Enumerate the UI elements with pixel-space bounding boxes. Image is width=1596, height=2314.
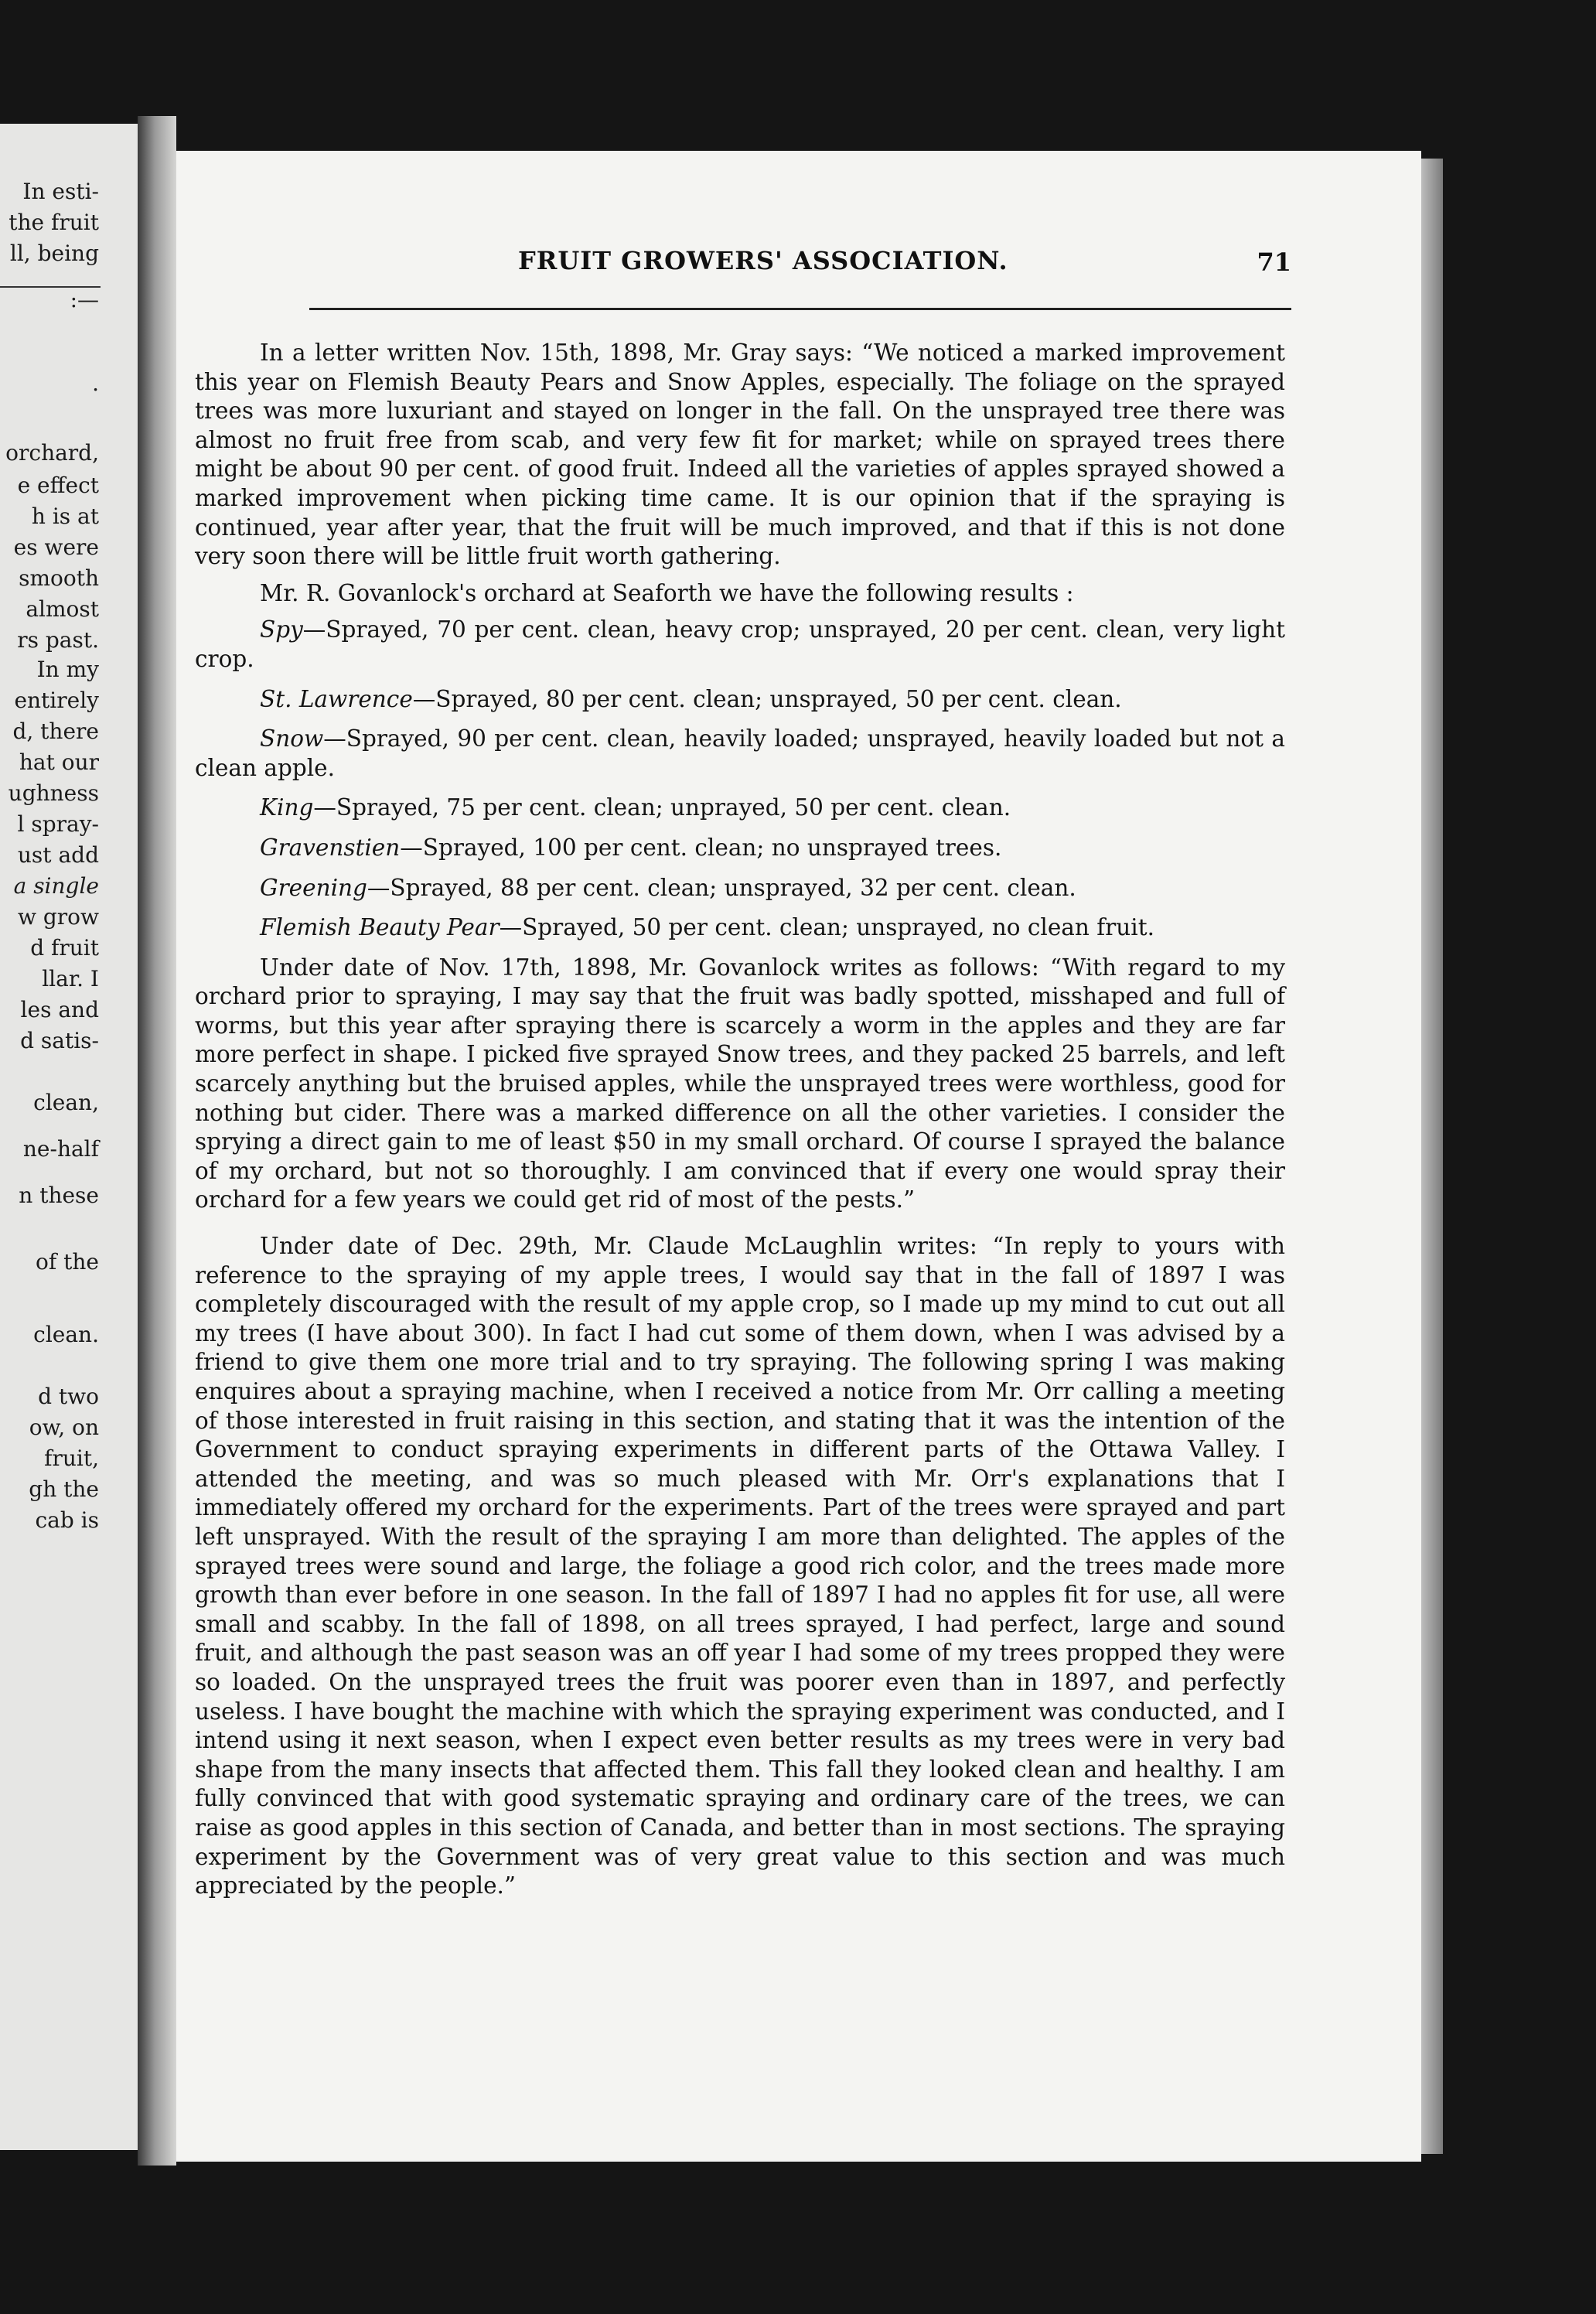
- page-body: [195, 339, 1285, 1909]
- left-page-text-fragment: d two: [38, 1384, 99, 1409]
- left-page-text-fragment: clean.: [33, 1322, 99, 1347]
- left-page-text-fragment: the fruit: [9, 210, 99, 235]
- variety-entry: [195, 725, 1285, 783]
- variety-result: —Sprayed, 70 per cent. clean, heavy crop; unsprayed, 20 per cent. clean, very light crop.: [195, 616, 1285, 672]
- left-page-text-fragment: w grow: [18, 904, 99, 930]
- left-page-text-fragment: ughness: [8, 780, 99, 806]
- left-page-text-fragment: ne-half: [22, 1136, 99, 1162]
- left-page-text-fragment: n these: [19, 1183, 99, 1208]
- left-page-text-fragment: of the: [36, 1249, 99, 1275]
- govanlock-intro-paragraph: Mr. R. Govanlock's orchard at Seaforth we have the following results :: [260, 579, 1074, 606]
- variety-name: King: [260, 794, 314, 821]
- variety-name: Gravenstien: [260, 834, 401, 861]
- variety-entry: [195, 834, 1285, 863]
- variety-entry: [195, 794, 1285, 823]
- header-rule: [309, 308, 1291, 310]
- variety-name: Snow: [260, 725, 324, 753]
- left-page-text-fragment: almost: [26, 596, 99, 622]
- page-edge-shadow: [1421, 159, 1443, 2154]
- book-spine-shadow: [138, 116, 176, 2166]
- left-page-text-fragment: clean,: [33, 1090, 99, 1115]
- variety-result: —Sprayed, 80 per cent. clean; unsprayed, 50 per cent. clean.: [412, 685, 1122, 712]
- variety-result: —Sprayed, 90 per cent. clean, heavily loaded; unsprayed, heavily loaded but not a clean apple.: [195, 725, 1285, 781]
- left-page-text-fragment: gh the: [29, 1476, 99, 1502]
- left-page-text-fragment: h is at: [31, 503, 99, 529]
- left-page-text-fragment: entirely: [14, 688, 99, 713]
- left-page-text-fragment: ll, being: [9, 241, 99, 266]
- variety-entry: [195, 685, 1285, 715]
- variety-name: Greening: [260, 874, 367, 901]
- left-page-text-fragment: les and: [20, 997, 99, 1022]
- variety-name: Spy: [260, 616, 303, 643]
- left-page-text-fragment: In my: [36, 657, 99, 682]
- variety-entry: [195, 616, 1285, 674]
- left-page-text-fragment: es were: [13, 534, 99, 560]
- left-page-text-fragment: a single: [13, 873, 99, 899]
- variety-entry: [195, 874, 1285, 903]
- variety-result: —Sprayed, 88 per cent. clean; unsprayed, 32 per cent. clean.: [367, 874, 1076, 901]
- variety-result: —Sprayed, 50 per cent. clean; unsprayed, no clean fruit.: [499, 914, 1154, 941]
- left-page-text-fragment: e effect: [17, 473, 99, 498]
- left-page-text-fragment: d, there: [12, 718, 99, 744]
- left-page-text-fragment: ow, on: [29, 1415, 99, 1440]
- left-page-text-fragment: fruit,: [44, 1445, 99, 1471]
- variety-result: —Sprayed, 75 per cent. clean; unprayed, 50 per cent. clean.: [313, 794, 1011, 821]
- left-page-text-fragment: .: [92, 370, 99, 396]
- running-head: FRUIT GROWERS' ASSOCIATION.: [518, 246, 1008, 275]
- left-page-text-fragment: hat our: [19, 749, 99, 775]
- page-header: [340, 246, 1299, 280]
- left-page-text-fragment: ust add: [17, 842, 99, 868]
- left-page-text-fragment: :—: [70, 287, 99, 312]
- left-page-text-fragment: smooth: [19, 565, 99, 591]
- variety-name: St. Lawrence: [260, 685, 413, 712]
- govanlock-letter-paragraph: Under date of Nov. 17th, 1898, Mr. Govanlock writes as follows: “With regard to my orchard prior to spraying, I may say that the fruit was badly spotted, misshaped and full of worms, but this year after spraying there is scarcely a worm in the apples and they are far more perfect in shape. I picked five sprayed Snow trees, and they packed 25 barrels, and left scarcely anything but the bruised apples, while the unsprayed trees were worthless, good for nothing but cider. There was a marked difference on all the other varieties. I consider the sprying a direct gain to me of least $50 in my small orchard. Of course I sprayed the balance of my orchard, but not so thoroughly. I am convinced that if every one would spray their orchard for a few years we could get rid of most of the pests.”: [195, 954, 1285, 1213]
- variety-entry: [195, 913, 1285, 943]
- left-page-text-fragment: cab is: [35, 1507, 99, 1533]
- variety-result: —Sprayed, 100 per cent. clean; no unsprayed trees.: [400, 834, 1002, 861]
- left-page-text-fragment: llar. I: [42, 966, 99, 991]
- mclaughlin-letter-paragraph: Under date of Dec. 29th, Mr. Claude McLaughlin writes: “In reply to yours with reference to the spraying of my apple trees, I would say that in the fall of 1897 I was completely discouraged with the result of my apple crop, so I made up my mind to cut out all my trees (I have about 300). In fact I had cut some of them down, when I was advised by a friend to give them one more trial and to try spraying. The following spring I was making enquires about a spraying machine, when I received a notice from Mr. Orr calling a meeting of those interested in fruit raising in this section, and stating that it was the intention of the Government to conduct spraying experiments in different parts of the Ottawa Valley. I attended the meeting, and was so much pleased with Mr. Orr's explanations that I immediately offered my orchard for the experiments. Part of the trees were sprayed and part left unsprayed. With the result of the spraying I am more than delighted. The apples of the sprayed trees were sound and large, the foliage a good rich color, and the trees made more growth than ever before in one season. In the fall of 1897 I had no apples fit for use, all were small and scabby. In the fall of 1898, on all trees sprayed, I had perfect, large and sound fruit, and although the past season was an off year I had some of my trees propped they were so loaded. On the unsprayed trees the fruit was poorer even than in 1897, and perfectly useless. I have bought the machine with which the spraying experiment was conducted, and I intend using it next season, when I expect even better results as my trees were in very bad shape from the many insects that affected them. This fall they looked clean and healthy. I am fully convinced that with good systematic spraying and ordinary care of the trees, we can raise as good apples in this section of Canada, and better than in most sections. The spraying experiment by the Government was of very great value to this section and was much appreciated by the people.”: [195, 1233, 1285, 1899]
- gray-letter-paragraph: In a letter written Nov. 15th, 1898, Mr. Gray says: “We noticed a marked improvement this year on Flemish Beauty Pears and Snow Apples, especially. The foliage on the sprayed trees was more luxuriant and stayed on longer in the fall. On the unsprayed tree there was almost no fruit free from scab, and very few fit for market; while on sprayed trees there might be about 90 per cent. of good fruit. Indeed all the varieties of apples sprayed showed a marked improvement when picking time came. It is our opinion that if the spraying is continued, year after year, that the fruit will be much improved, and that if this is not done very soon there will be little fruit worth gathering.: [195, 340, 1285, 570]
- left-page-edge: [0, 124, 138, 2150]
- left-page-text-fragment: rs past.: [17, 627, 99, 653]
- left-page-text-fragment: d fruit: [30, 935, 99, 961]
- variety-name: Flemish Beauty Pear: [260, 914, 500, 941]
- page-number: 71: [1257, 247, 1291, 277]
- left-page-text-fragment: In esti-: [22, 179, 99, 204]
- left-page-text-fragment: l spray-: [17, 811, 99, 837]
- left-page-text-fragment: d satis-: [20, 1028, 99, 1053]
- left-page-text-fragment: orchard,: [5, 440, 99, 466]
